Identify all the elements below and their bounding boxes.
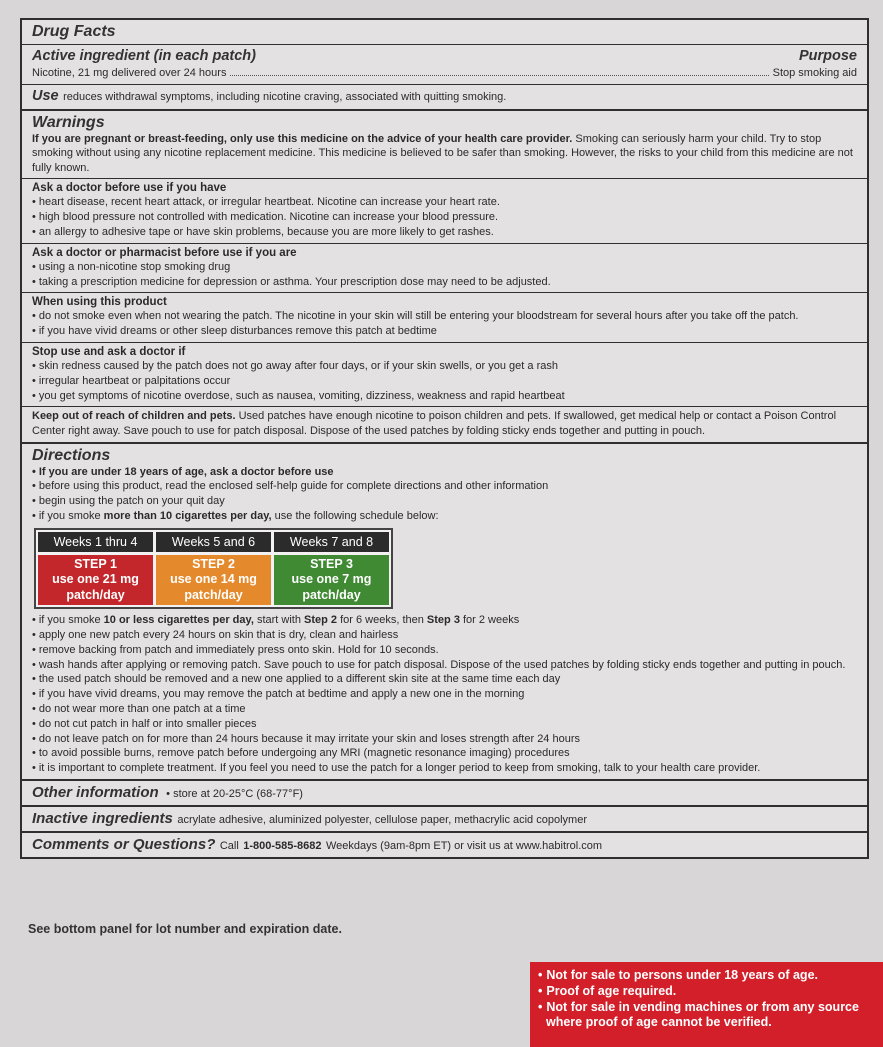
inactive-ingredients-heading: Inactive ingredients: [32, 809, 173, 827]
drug-facts-panel: [20, 18, 869, 859]
step-dose: use one 21 mg patch/day: [52, 572, 139, 602]
list-item: [32, 509, 857, 524]
comments-phone: 1-800-585-8682: [243, 839, 322, 852]
list-item: • apply one new patch every 24 hours on skin that is dry, clean and hairless: [32, 628, 857, 643]
text-part: if you smoke: [38, 614, 104, 627]
list-item: • to avoid possible burns, remove patch before undergoing any MRI (magnetic resonance imaging) procedures: [32, 746, 857, 761]
ask-pharmacist-section: [22, 244, 867, 294]
list-item: • high blood pressure not controlled with medication. Nicotine can increase your blood pressure.: [32, 210, 857, 225]
active-ingredient-text: Nicotine, 21 mg delivered over 24 hours: [32, 67, 227, 79]
text-part: if you smoke: [38, 509, 104, 522]
drug-facts-title: Drug Facts: [32, 23, 116, 40]
text-part: use the following schedule below:: [271, 509, 439, 522]
list-item: • heart disease, recent heart attack, or irregular heartbeat. Nicotine can increase your heart rate.: [32, 195, 857, 210]
list-item: • if you have vivid dreams, you may remove the patch at bedtime and apply a new one in the morning: [32, 687, 857, 702]
age-restriction-notice: [530, 962, 883, 1047]
dotted-leader: [230, 75, 768, 76]
stop-use-section: [22, 343, 867, 407]
directions-section: [22, 444, 867, 781]
directions-heading: Directions: [32, 446, 111, 464]
list-item: • do not wear more than one patch at a time: [32, 702, 857, 717]
text-part: for 6 weeks, then: [337, 614, 427, 627]
pregnancy-warning-text: Smoking can seriously harm your child. Try to stop smoking without using any nicotine replacement medicine. This medicine is believed to be safer than smoking. However, the risks to your child from this medicine are not fully known.: [32, 132, 853, 174]
step-label: STEP 3: [310, 556, 353, 571]
schedule-step-2: [156, 555, 271, 606]
text-part: for 2 weeks: [459, 614, 520, 627]
dosage-schedule-table: [34, 528, 393, 610]
inactive-ingredients-section: [22, 807, 867, 833]
comments-heading: Comments or Questions?: [32, 835, 216, 853]
other-information-heading: Other information: [32, 783, 159, 801]
step-label: STEP 2: [192, 556, 235, 571]
lot-number-footnote: See bottom panel for lot number and expiration date.: [28, 922, 342, 936]
list-item: • using a non-nicotine stop smoking drug: [32, 260, 857, 275]
comments-call: Call: [219, 839, 239, 852]
warnings-heading: Warnings: [32, 113, 105, 131]
stop-use-heading: Stop use and ask a doctor if: [32, 345, 186, 358]
schedule-weeks-3: Weeks 7 and 8: [274, 532, 389, 552]
schedule-weeks-1: Weeks 1 thru 4: [38, 532, 153, 552]
active-ingredient-section: [22, 45, 867, 85]
list-item: • wash hands after applying or removing patch. Save pouch to use for patch disposal. Dispose of the used patches by folding sticky ends together and putting in pouch.: [32, 658, 857, 673]
other-information-text: store at 20-25°C (68-77°F): [173, 787, 303, 800]
list-item: • do not leave patch on for more than 24 hours because it may irritate your skin and loses strength after 24 hours: [32, 732, 857, 747]
purpose-text: Stop smoking aid: [772, 67, 857, 79]
text-part-bold: 10 or less cigarettes per day,: [103, 614, 254, 627]
list-item: • the used patch should be removed and a new one applied to a different skin site at the same time each day: [32, 672, 857, 687]
inactive-ingredients-text: acrylate adhesive, aluminized polyester, cellulose paper, methacrylic acid copolymer: [177, 813, 587, 826]
use-text: reduces withdrawal symptoms, including nicotine craving, associated with quitting smoking.: [63, 90, 507, 103]
list-item: • remove backing from patch and immediately press onto skin. Hold for 10 seconds.: [32, 643, 857, 658]
list-item: • If you are under 18 years of age, ask a doctor before use: [32, 465, 857, 480]
when-using-heading: When using this product: [32, 296, 167, 309]
keep-out-section: [22, 407, 867, 443]
list-item: • Not for sale to persons under 18 years of age.: [538, 968, 875, 984]
list-item: • you get symptoms of nicotine overdose, such as nausea, vomiting, dizziness, weakness and rapid heartbeat: [32, 389, 857, 404]
step-dose: use one 14 mg patch/day: [170, 572, 257, 602]
keep-out-bold: Keep out of reach of children and pets.: [32, 410, 236, 423]
list-item: • irregular heartbeat or palpitations occur: [32, 374, 857, 389]
purpose-heading: Purpose: [798, 48, 857, 64]
list-item: • it is important to complete treatment. If you feel you need to use the patch for a longer period to keep from smoking, talk to your health care provider.: [32, 761, 857, 776]
text-part: start with: [253, 614, 305, 627]
pregnancy-warning-bold: If you are pregnant or breast-feeding, only use this medicine on the advice of your health care provider.: [32, 132, 573, 145]
warnings-pregnancy: [22, 111, 867, 180]
when-using-section: [22, 293, 867, 343]
ask-doctor-heading: Ask a doctor before use if you have: [32, 182, 227, 195]
use-heading: Use: [32, 87, 59, 104]
schedule-weeks-2: Weeks 5 and 6: [156, 532, 271, 552]
step-label: STEP 1: [74, 556, 117, 571]
list-item: • if you have vivid dreams or other sleep disturbances remove this patch at bedtime: [32, 324, 857, 339]
list-item: • Proof of age required.: [538, 984, 875, 1000]
list-item: • do not cut patch in half or into smaller pieces: [32, 717, 857, 732]
text-part-bold: more than 10 cigarettes per day,: [103, 509, 272, 522]
comments-section: [22, 833, 867, 857]
active-ingredient-heading: Active ingredient (in each patch): [32, 48, 256, 64]
keep-out-text: Used patches have enough nicotine to poison children and pets. If swallowed, get medical help or contact a Poison Control Center right away. Save pouch to use for patch disposal. Dispose of the used patches by folding sticky ends together and putting in pouch.: [32, 410, 837, 437]
drug-facts-header: [22, 20, 867, 45]
schedule-step-1: [38, 555, 153, 606]
step-dose: use one 7 mg patch/day: [291, 572, 372, 602]
text-part-bold: Step 3: [426, 614, 460, 627]
list-item: • before using this product, read the enclosed self-help guide for complete directions and other information: [32, 479, 857, 494]
list-item: • taking a prescription medicine for depression or asthma. Your prescription dose may need to be adjusted.: [32, 275, 857, 290]
list-item: • Not for sale in vending machines or from any source where proof of age cannot be verified.: [538, 1000, 875, 1032]
comments-text: Weekdays (9am-8pm ET) or visit us at www.habitrol.com: [325, 839, 603, 852]
ask-pharmacist-heading: Ask a doctor or pharmacist before use if you are: [32, 246, 297, 259]
other-information-section: Other information • store at 20-25°C (68-77°F): [22, 781, 867, 807]
list-item: [32, 613, 857, 628]
list-item: • begin using the patch on your quit day: [32, 494, 857, 509]
list-item: • an allergy to adhesive tape or have skin problems, because you are more likely to get rashes.: [32, 225, 857, 240]
list-item: • skin redness caused by the patch does not go away after four days, or if your skin swells, or you get a rash: [32, 359, 857, 374]
schedule-step-3: [274, 555, 389, 606]
use-section: [22, 85, 867, 111]
text-part-bold: Step 2: [304, 614, 338, 627]
ask-doctor-section: [22, 179, 867, 243]
list-item: • do not smoke even when not wearing the patch. The nicotine in your skin will still be entering your bloodstream for several hours after you take off the patch.: [32, 309, 857, 324]
